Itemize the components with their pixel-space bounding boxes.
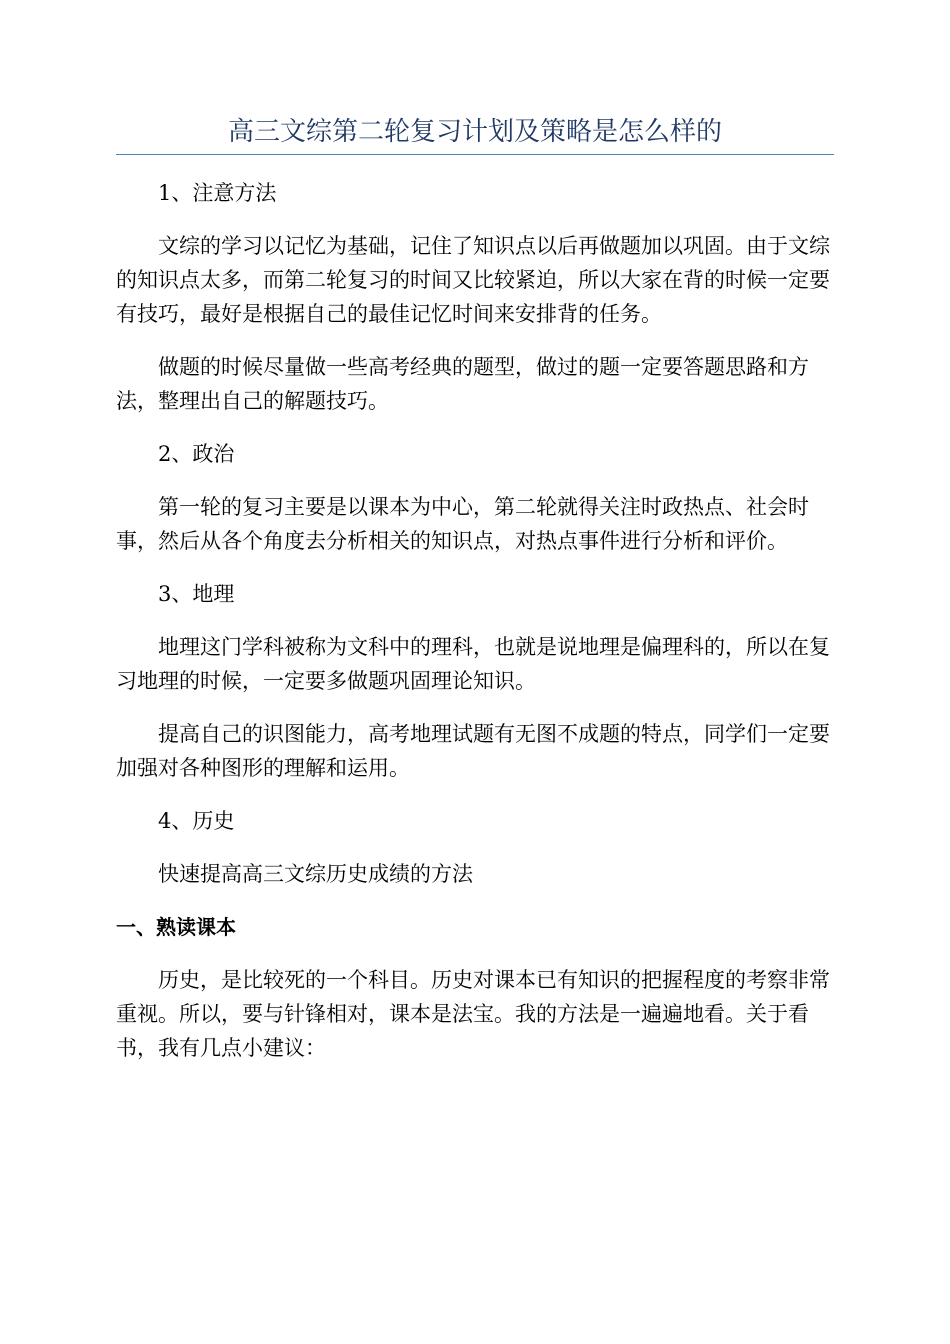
document-title: 高三文综第二轮复习计划及策略是怎么样的 [227,117,722,147]
document-body [116,176,834,1065]
paragraph-geography: 地理这门学科被称为文科中的理科，也就是说地理是偏理科的，所以在复习地理的时候，一定要多做题巩固理论知识。 [116,635,830,693]
section-heading-history: 4、历史 [158,809,235,833]
paragraph-memory: 文综的学习以记忆为基础，记住了知识点以后再做题加以巩固。由于文综的知识点太多，而第二轮复习的时间又比较紧迫，所以大家在背的时候一定要有技巧，最好是根据自己的最佳记忆时间来安排背的任务。 [116,234,830,326]
paragraph-history: 历史，是比较死的一个科目。历史对课本已有知识的把握程度的考察非常重视。所以，要与针锋相对，课本是法宝。我的方法是一遍遍地看。关于看书，我有几点小建议： [116,968,830,1060]
paragraph-politics: 第一轮的复习主要是以课本为中心，第二轮就得关注时政热点、社会时事，然后从各个角度去分析相关的知识点，对热点事件进行分析和评价。 [116,495,809,553]
paragraph-map-reading: 提高自己的识图能力，高考地理试题有无图不成题的特点，同学们一定要加强对各种图形的理解和运用。 [116,722,830,780]
section-heading-politics: 2、政治 [158,442,235,466]
section-heading-method: 1、注意方法 [158,181,277,205]
section-heading-geography: 3、地理 [158,582,235,606]
paragraph-practice: 做题的时候尽量做一些高考经典的题型，做过的题一定要答题思路和方法，整理出自己的解题技巧。 [116,355,809,413]
subheading-read-textbook: 一、熟读课本 [116,915,236,939]
title-underline [116,154,834,155]
paragraph-history-intro: 快速提高高三文综历史成绩的方法 [158,862,473,886]
